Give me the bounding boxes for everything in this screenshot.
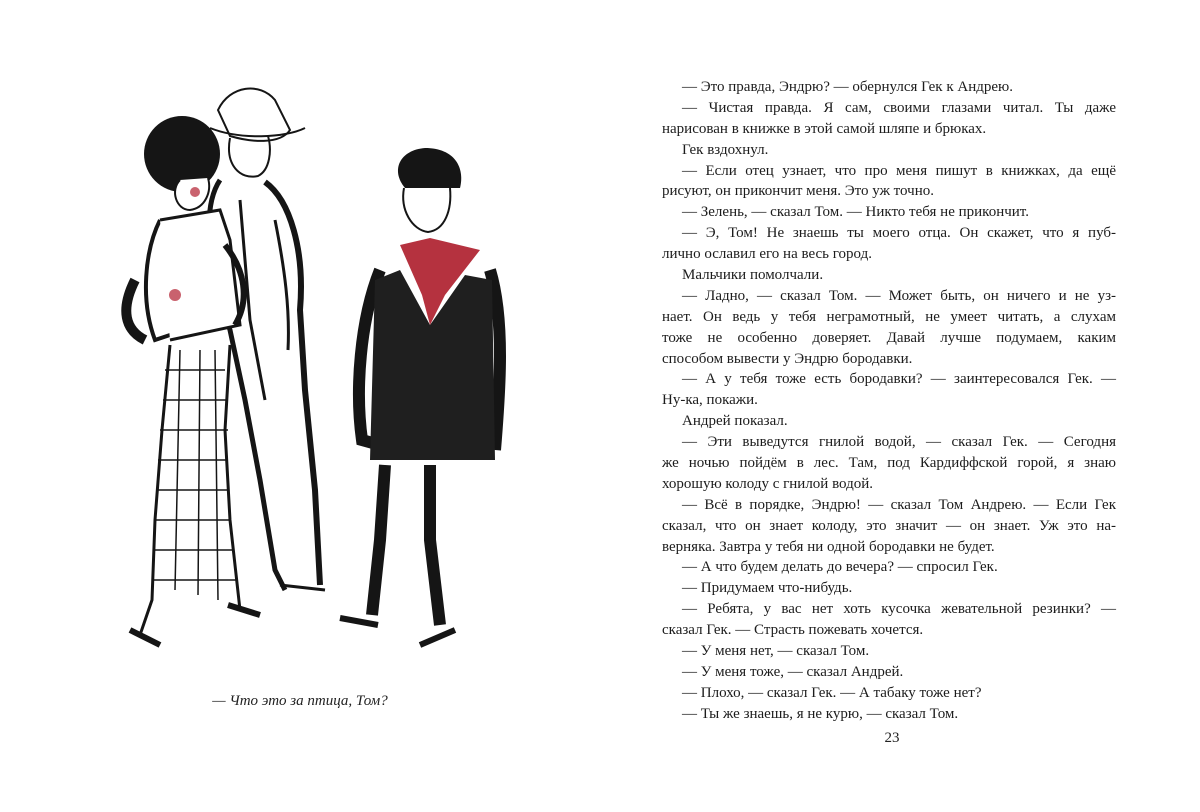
text-line: — Эти выведутся гнилой водой, — сказал Гек. — Сегодня [682,434,1116,451]
text-line: — Чистая правда. Я сам, своими глазами читал. Ты даже [682,99,1116,116]
text-line: сказал, что он знает колоду, это значит — он знает. Уж это на- [662,517,1116,534]
body-text [662,77,1116,725]
text-line: — Придумаем что-нибудь. [682,580,853,597]
text-line: Гек вздохнул. [682,141,769,158]
text-line: же ночью пойдём в лес. Там, под Кардиффской горой, я знаю [662,455,1116,472]
figure-boy-scarf [340,148,500,645]
text-line: Ну-ка, покажи. [662,392,758,409]
text-line: — Всё в порядке, Эндрю! — сказал Том Андрею. — Если Гек [682,496,1116,513]
text-line: — Плохо, — сказал Гек. — А табаку тоже нет? [682,684,982,701]
text-line: — У меня тоже, — сказал Андрей. [682,663,904,680]
text-line: нает. Он ведь у тебя неграмотный, не умеет читать, а слухам [662,308,1116,325]
text-line: — Ты же знаешь, я не курю, — сказал Том. [682,705,959,722]
text-line: — Если отец узнает, что про меня пишут в книжках, да ещё [682,162,1116,179]
text-line: — Ребята, у вас нет хоть кусочка жевательной резинки? — [682,601,1116,618]
illustration-three-boys [100,70,540,690]
text-line: — Э, Том! Не знаешь ты моего отца. Он скажет, что я пуб- [682,225,1116,242]
illustration-caption: — Что это за птица, Том? [212,693,388,709]
figure-boy-hat [209,89,325,590]
text-line: сказал Гек. — Страсть пожевать хочется. [662,622,924,639]
text-line: — А что будем делать до вечера? — спросил Гек. [682,559,998,576]
text-line: — Это правда, Эндрю? — обернулся Гек к Андрею. [682,79,1013,95]
text-line: Мальчики помолчали. [682,267,824,284]
text-line: — У меня нет, — сказал Том. [682,643,870,660]
text-line: Андрей показал. [682,413,788,430]
text-line: — А у тебя тоже есть бородавки? — заинтересовался Гек. — [682,371,1116,388]
page-number: 23 [884,730,900,746]
text-line: рисуют, он прикончит меня. Это уж точно. [662,183,934,200]
text-line: способом вывести у Эндрю бородавки. [662,350,913,367]
text-line: — Зелень, — сказал Том. — Никто тебя не прикончит. [682,204,1029,221]
text-line: тоже не особенно доверяет. Давай лучше подумаем, каким [662,329,1116,346]
text-line: хорошую колоду с гнилой водой. [662,475,874,492]
text-line: — Ладно, — сказал Том. — Может быть, он ничего и не уз- [682,287,1116,304]
text-line: нарисован в книжке в этой самой шляпе и брюках. [662,120,987,137]
text-line: лично ославил его на весь город. [662,246,872,263]
text-line: верняка. Завтра у тебя ни одной бородавки не будет. [662,538,995,555]
